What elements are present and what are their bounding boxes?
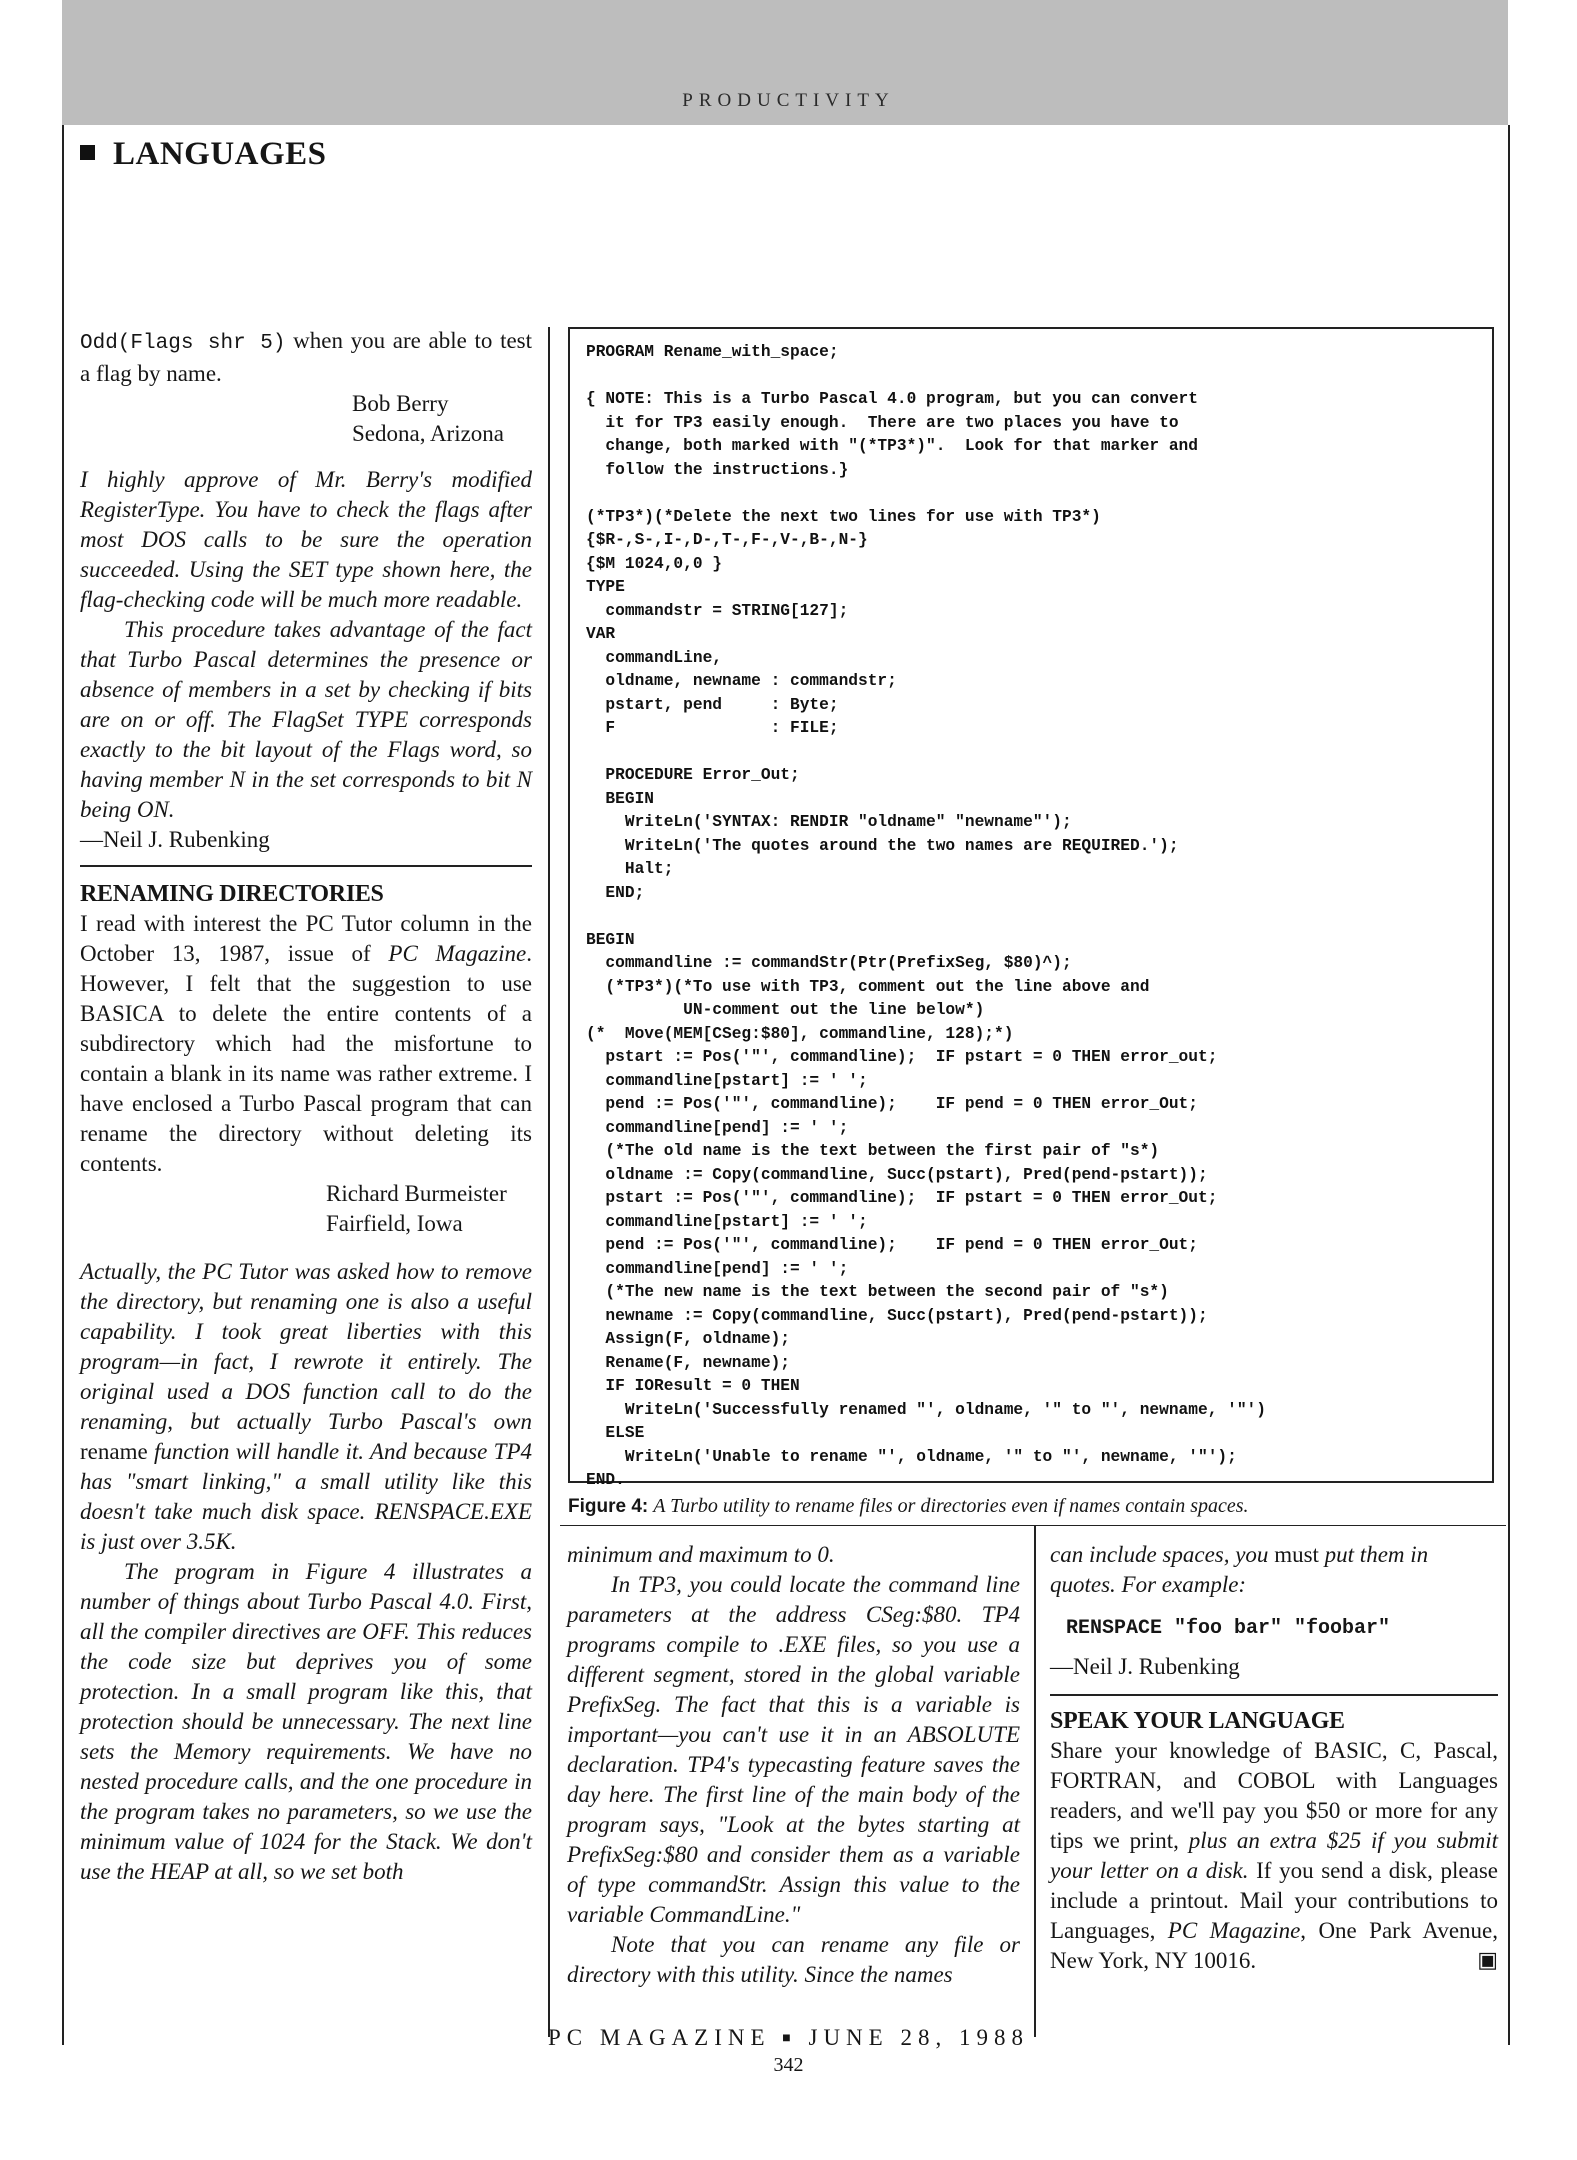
intro-continuation: when you are able to test a flag by name.	[80, 328, 533, 386]
location-sedona: Sedona, Arizona	[352, 421, 505, 446]
department-heading	[80, 136, 327, 173]
reply1-signature: —Neil J. Rubenking	[80, 827, 270, 852]
col3-text2: If you send a disk, please include a printout. Mail your contributions to Languages,	[1050, 1858, 1498, 1943]
col3-magazine: PC Magazine	[1167, 1918, 1301, 1943]
reply2-para2: The program in Figure 4 illustrates a number of things about Turbo Pascal 4.0. First, all the compiler directives are OFF. This reduces the code size but deprives you of some protection. In a small program like this, that protection should be unnecessary. The next line sets the Memory requirements. We have no nested procedure calls, and the one procedure in the program takes no parameters, so we use the minimum value of 1024 for the Stack. We don't use the HEAP at all, so we set both	[80, 1559, 532, 1884]
intro-text	[80, 326, 532, 389]
end-mark-icon: ▣	[1477, 1948, 1498, 1973]
col2-para1: minimum and maximum to 0.	[567, 1542, 835, 1567]
reply1-para2: This procedure takes advantage of the fact that Turbo Pascal determines the presence or absence of members in a set by checking if bits are on or off. The FlagSet TYPE corresponds exactly to the bit layout of the Flags word, so having member N in the set corresponds to bit N being ON.	[80, 617, 532, 822]
reply2-rename-word: rename	[80, 1439, 148, 1464]
department-title: LANGUAGES	[113, 136, 327, 172]
caption-label: Figure 4:	[568, 1496, 649, 1517]
letter2-magazine: PC Magazine	[388, 941, 527, 966]
figure-4-box	[568, 327, 1494, 1489]
footer-separator: ■	[782, 2031, 797, 2046]
col3-text-italic: plus an extra $25 if you submit your letter on a disk.	[1050, 1828, 1498, 1883]
col2-para3: Note that you can rename any file or directory with this utility. Since the names	[567, 1932, 1020, 1987]
col3-para1-b: must	[1274, 1542, 1319, 1567]
col3-para1-c: put them in quotes. For example:	[1050, 1542, 1429, 1597]
page-number: 342	[773, 2054, 804, 2076]
right-border	[1508, 125, 1510, 2045]
figure-4-code: PROGRAM Rename_with_space; { NOTE: This is a Turbo Pascal 4.0 program, but you can convert it for TP3 easily enough. There are two places you have to change, both marked with "(*TP3*)". Look for that marker and follow the instructions.} (*TP3*)(*Delete the next two lines for use with TP3*) {$R-,S-,I-,D-,T-,F-,V-,B-,N-} {$M 1024,0,0 } TYPE commandstr = STRING[127]; VAR commandLine, oldname, newname : commandstr; pstart, pend : Byte; F : FILE; PROCEDURE Error_Out; BEGIN WriteLn('SYNTAX: RENDIR "oldname" "newname"'); WriteLn('The quotes around the two names are REQUIRED.'); Halt; END; BEGIN commandline := commandStr(Ptr(PrefixSeg, $80)^); (*TP3*)(*To use with TP3, comment out the line above and UN-comment out the line below*) (* Move(MEM[CSeg:$80], commandline, 128);*) pstart := Pos('"', commandline); IF pstart = 0 THEN error_out; commandline[pstart] := ' '; pend := Pos('"', commandline); IF pend = 0 THEN error_Out; commandline[pend] := ' '; (*The old name is the text between the first pair of "s*) oldname := Copy(commandline, Succ(pstart), Pred(pend-pstart)); pstart := Pos('"', commandline); IF pstart = 0 THEN error_Out; commandline[pstart] := ' '; pend := Pos('"', commandline); IF pend = 0 THEN error_Out; commandline[pend] := ' '; (*The new name is the text between the second pair of "s*) newname := Copy(commandline, Succ(pstart), Pred(pend-pstart)); Assign(F, oldname); Rename(F, newname); IF IOResult = 0 THEN WriteLn('Successfully renamed "', oldname, '" to "', newname, '"') ELSE WriteLn('Unable to rename "', oldname, '" to "', newname, '"'); END.	[586, 343, 1266, 1489]
example-command: RENSPACE "foo bar" "foobar"	[1066, 1617, 1391, 1640]
col3-text1: Share your knowledge of BASIC, C, Pascal, FORTRAN, and COBOL with Languages readers, and we'll pay you $50 or more for any tips we print,	[1050, 1738, 1498, 1853]
location-fairfield: Fairfield, Iowa	[326, 1211, 463, 1236]
col3-body	[1050, 1736, 1498, 1976]
inline-code: Odd(Flags shr 5)	[80, 332, 286, 355]
reply2-part2: function will handle it. And because TP4 has "smart linking," a small utility like this doesn't take much disk space. RENSPACE.EXE is just over 3.5K.	[80, 1439, 533, 1554]
column-3	[1050, 1540, 1498, 1976]
column-1	[80, 326, 532, 1887]
reply2-part1: Actually, the PC Tutor was asked how to remove the directory, but renaming one is also a useful capability. I took great liberties with this program—in fact, I rewrote it entirely. The original used a DOS function call to do the renaming, but actually Turbo Pascal's own	[80, 1259, 532, 1434]
caption-text: A Turbo utility to rename files or directories even if names contain spaces.	[653, 1495, 1249, 1517]
col3-para1-a: can include spaces, you	[1050, 1542, 1269, 1567]
figure-caption	[568, 1495, 1249, 1518]
column-divider-1	[548, 327, 550, 2037]
figure-bottom-rule	[560, 1525, 1506, 1526]
speak-your-language-heading: SPEAK YOUR LANGUAGE	[1050, 1708, 1345, 1734]
col2-para2: In TP3, you could locate the command line parameters at the address CSeg:$80. TP4 programs compile to .EXE files, so you use a different segment, stored in the global variable PrefixSeg. The fact that this is a variable is important—you can't use it in an ABSOLUTE declaration. TP4's typecasting feature saves the day here. The first line of the main body of the program says, "Look at the bytes starting at PrefixSeg:$80 and consider them as a variable of type commandStr. Assign this value to the variable CommandLine."	[567, 1572, 1020, 1927]
letter2-text	[80, 909, 532, 1179]
col3-rule	[1050, 1694, 1498, 1696]
bullet-square	[80, 145, 95, 160]
reply2-para1	[80, 1257, 532, 1557]
letter2-part1: I read with interest the PC Tutor column in the October 13, 1987, issue of	[80, 911, 532, 966]
footer-line	[0, 2025, 1577, 2051]
column-2	[567, 1540, 1020, 1990]
footer-date: JUNE 28, 1988	[808, 2025, 1029, 2050]
footer-magazine: PC MAGAZINE	[548, 2025, 771, 2050]
author-richard: Richard Burmeister	[326, 1181, 507, 1206]
column-divider-2	[1034, 1525, 1036, 2037]
left-border	[62, 125, 64, 2045]
reply1-para1: I highly approve of Mr. Berry's modified RegisterType. You have to check the flags after most DOS calls to be sure the operation succeeded. Using the SET type shown here, the flag-checking code will be much more readable.	[80, 467, 532, 612]
author-bob-berry: Bob Berry	[352, 391, 449, 416]
section-label: PRODUCTIVITY	[682, 90, 895, 111]
renaming-directories-heading: RENAMING DIRECTORIES	[80, 881, 384, 907]
letter2-part2: . However, I felt that the suggestion to use BASICA to delete the entire contents of a subdirectory which had the misfortune to contain a blank in its name was rather extreme. I have enclosed a Turbo Pascal program that can rename the directory without deleting its contents.	[80, 941, 532, 1176]
col3-para1	[1050, 1540, 1498, 1600]
section-rule	[80, 865, 532, 867]
col3-text3: , One Park Avenue, New York, NY 10016.	[1050, 1918, 1499, 1973]
col3-signature: —Neil J. Rubenking	[1050, 1654, 1240, 1679]
